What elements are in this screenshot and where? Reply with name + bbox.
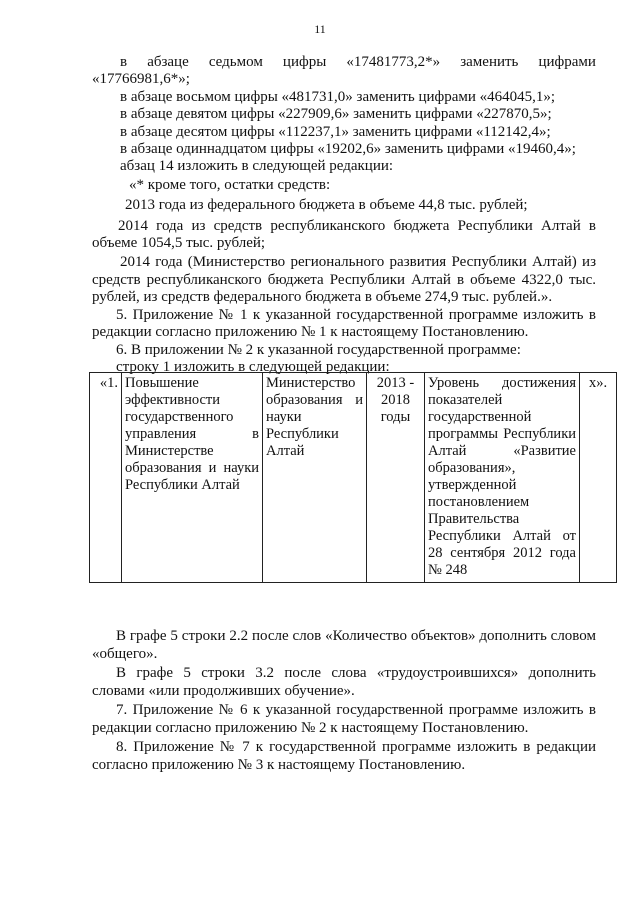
table-cell-period: 2013 - 2018 годы xyxy=(367,373,425,583)
paragraph-column-5-row-2-2: В графе 5 строки 2.2 после слов «Количество объектов» дополнить словом «общего». xyxy=(92,628,596,662)
word: «17481773,2*» xyxy=(346,54,441,70)
table-cell-task: Повышение эффективности государственного управления в Министерстве образования и науки Республики Алтай xyxy=(122,373,263,583)
paragraph-item-6: 6. В приложении № 2 к указанной государственной программе: xyxy=(116,341,521,358)
paragraph-abzac-11: в абзаце одиннадцатом цифры «19202,6» заменить цифрами «19460,4»; xyxy=(120,141,576,158)
paragraph-abzac-7-line xyxy=(92,54,596,71)
paragraph-2014-republic: 2014 года из средств республиканского бюджета Республики Алтай в объеме 1054,5 тыс. рублей; xyxy=(92,217,596,252)
table-row xyxy=(90,373,617,583)
table-cell-x: х». xyxy=(580,373,617,583)
paragraph-abzac-10: в абзаце десятом цифры «112237,1» заменить цифрами «112142,4»; xyxy=(120,123,551,140)
page-number: 11 xyxy=(314,22,326,36)
word: седьмом xyxy=(208,54,263,70)
paragraph-row-1: строку 1 изложить в следующей редакции: xyxy=(116,358,390,375)
table-cell-number: «1. xyxy=(90,373,122,583)
program-table xyxy=(89,372,617,583)
word: цифрами xyxy=(538,54,596,70)
word: цифры xyxy=(282,54,327,70)
word: в xyxy=(120,54,128,70)
paragraph-abzac-8: в абзаце восьмом цифры «481731,0» заменить цифрами «464045,1»; xyxy=(120,88,556,105)
paragraph-2013-federal: 2013 года из федерального бюджета в объеме 44,8 тыс. рублей; xyxy=(125,197,528,214)
table-cell-executor: Министерство образования и науки Республики Алтай xyxy=(263,373,367,583)
paragraph-item-5: 5. Приложение № 1 к указанной государственной программе изложить в редакции согласно приложению № 1 к настоящему Постановлению. xyxy=(92,306,596,341)
paragraph-item-7: 7. Приложение № 6 к указанной государственной программе изложить в редакции согласно приложению № 2 к настоящему Постановлению. xyxy=(92,702,596,736)
paragraph-abzac-14: абзац 14 изложить в следующей редакции: xyxy=(120,158,394,175)
paragraph-abzac-9: в абзаце девятом цифры «227909,6» заменить цифрами «227870,5»; xyxy=(120,106,552,123)
table-cell-indicator: Уровень достижения показателей государственной программы Республики Алтай «Развитие образования», утвержденной постановлением Правительства Республики Алтай от 28 сентября 2012 года № 248 xyxy=(425,373,580,583)
document-body-bottom xyxy=(92,628,596,774)
paragraph-abzac-7-cont: «17766981,6*»; xyxy=(92,71,190,88)
paragraph-2014-ministry: 2014 года (Министерство регионального развития Республики Алтай) из средств республиканского бюджета Республики Алтай в объеме 4322,0 тыс. рублей, из средств федерального бюджета в объеме 274,9 тыс. рублей.». xyxy=(92,254,596,306)
word: абзаце xyxy=(147,54,189,70)
paragraph-quote-start: «* кроме того, остатки средств: xyxy=(129,176,331,193)
paragraph-column-5-row-3-2: В графе 5 строки 3.2 после слова «трудоустроившихся» дополнить словами «или продолживших обучение». xyxy=(92,665,596,699)
document-body xyxy=(92,54,596,376)
paragraph-item-8: 8. Приложение № 7 к государственной программе изложить в редакции согласно приложению № 3 к настоящему Постановлению. xyxy=(92,739,596,773)
word: заменить xyxy=(460,54,519,70)
